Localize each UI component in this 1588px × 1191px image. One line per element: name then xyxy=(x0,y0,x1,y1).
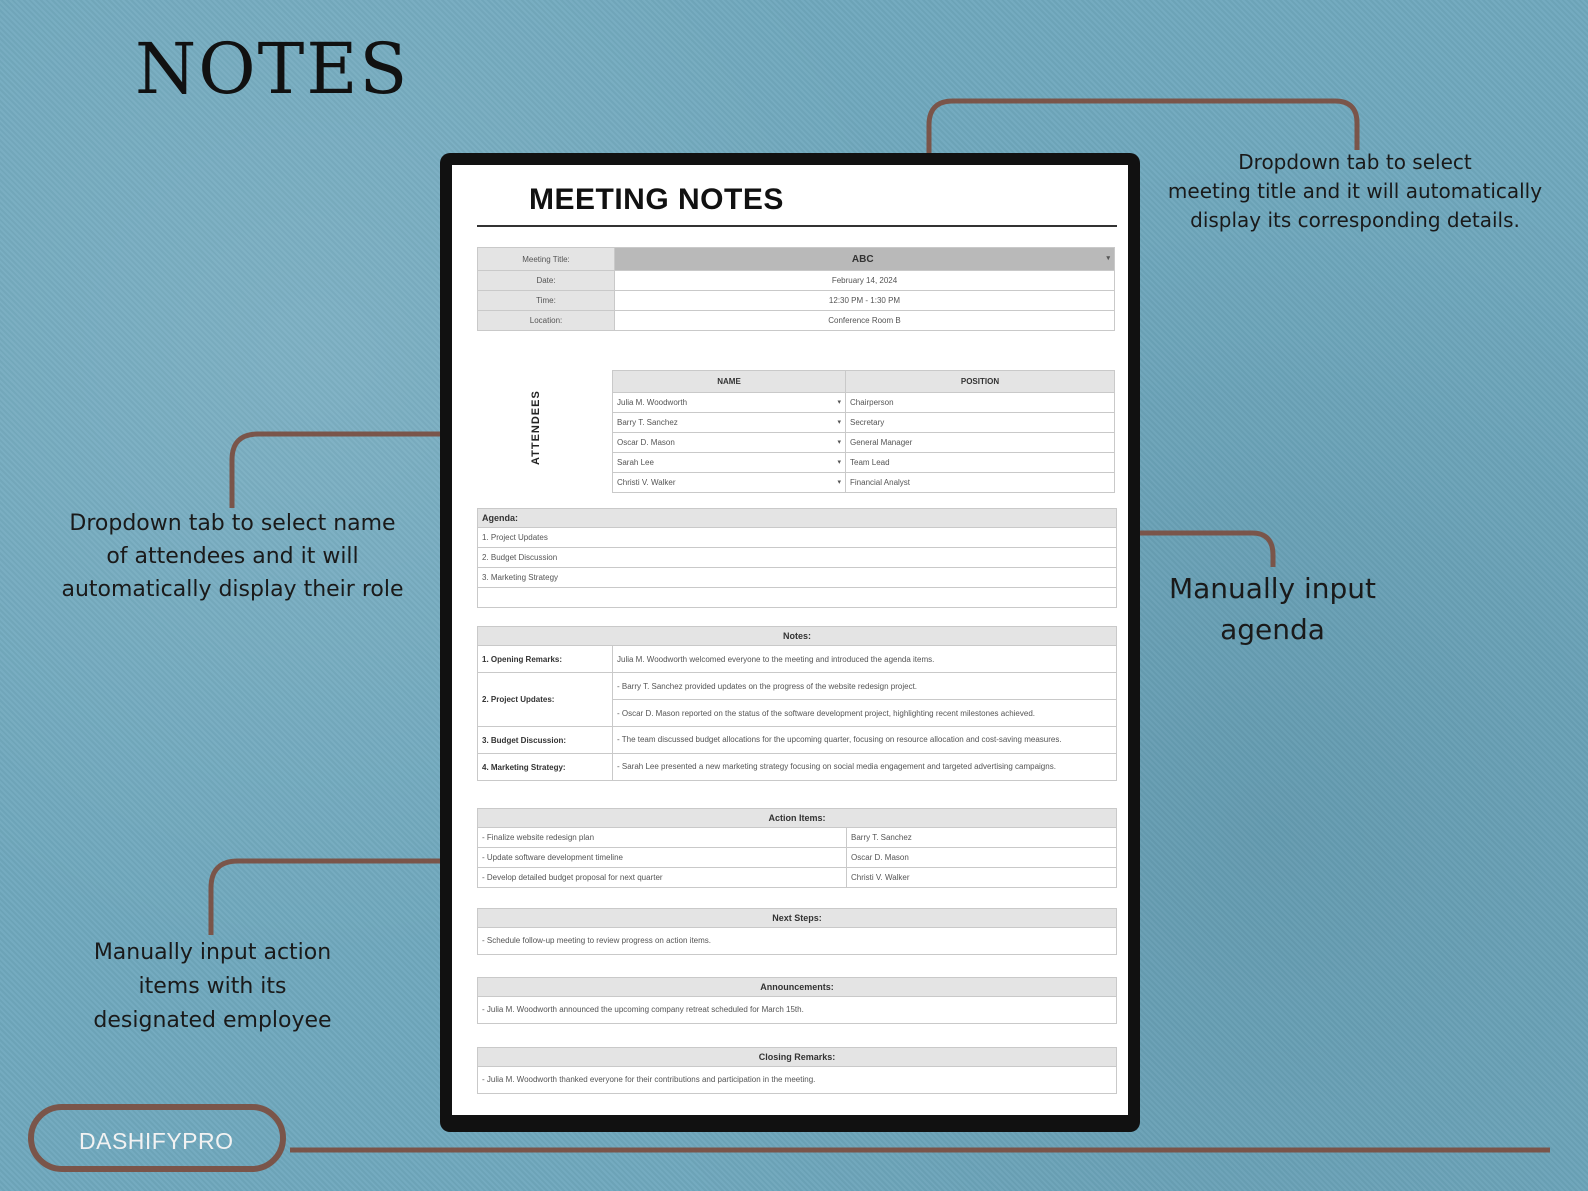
attendee-name-dropdown[interactable] xyxy=(613,453,846,473)
announcements-text[interactable]: - Julia M. Woodworth announced the upcoming company retreat scheduled for March 15th. xyxy=(478,996,1116,1023)
closing-remarks-section xyxy=(477,1047,1117,1094)
chevron-down-icon[interactable]: ▾ xyxy=(1106,254,1110,262)
attendee-position: Team Lead xyxy=(846,453,1115,473)
attendee-name-dropdown[interactable] xyxy=(613,433,846,453)
time-label: Time: xyxy=(478,291,615,311)
attendee-name-dropdown[interactable] xyxy=(613,473,846,493)
annotation-title-dropdown xyxy=(1140,148,1570,235)
chevron-down-icon[interactable]: ▾ xyxy=(837,459,841,466)
action-item-owner[interactable]: Barry T. Sanchez xyxy=(847,828,1117,848)
meeting-title-value: ABC xyxy=(851,253,874,265)
chevron-down-icon[interactable]: ▾ xyxy=(837,479,841,486)
brand-name: DASHIFYPRO xyxy=(79,1128,234,1154)
action-items-header: Action Items: xyxy=(478,809,1116,827)
action-items-section xyxy=(477,808,1117,888)
title-divider xyxy=(477,225,1117,227)
meeting-notes-sheet xyxy=(452,165,1128,1115)
annotation-line: display its corresponding details. xyxy=(1190,208,1520,232)
notes-text[interactable]: - Sarah Lee presented a new marketing strategy focusing on social media engagement and targeted advertising campaigns. xyxy=(613,754,1117,781)
attendee-position: Chairperson xyxy=(846,393,1115,413)
closing-remarks-header: Closing Remarks: xyxy=(478,1048,1116,1066)
notes-text[interactable]: - Oscar D. Mason reported on the status of the software development project, highlighting recent milestones achieved. xyxy=(613,700,1117,727)
annotation-line: designated employee xyxy=(93,1008,332,1033)
attendee-name: Oscar D. Mason xyxy=(617,438,675,447)
tablet-frame xyxy=(440,153,1140,1132)
notes-topic: 4. Marketing Strategy: xyxy=(478,754,613,781)
page-heading: NOTES xyxy=(135,28,410,110)
attendees-label: ATTENDEES xyxy=(530,390,542,465)
annotation-line: Dropdown tab to select name xyxy=(69,511,396,536)
next-steps-text[interactable]: - Schedule follow-up meeting to review progress on action items. xyxy=(478,927,1116,954)
location-label: Location: xyxy=(478,311,615,331)
annotation-line: Manually input action xyxy=(93,940,332,965)
attendee-row xyxy=(613,473,1115,493)
annotation-line: Manually input xyxy=(1168,572,1377,605)
notes-topic: 3. Budget Discussion: xyxy=(478,727,613,754)
annotation-agenda xyxy=(1130,568,1415,650)
action-item-task[interactable]: - Finalize website redesign plan xyxy=(478,828,847,848)
annotation-line: agenda xyxy=(1220,613,1325,646)
sheet-title: MEETING NOTES xyxy=(529,183,784,216)
attendee-name-dropdown[interactable] xyxy=(613,393,846,413)
action-item-owner[interactable]: Christi V. Walker xyxy=(847,868,1117,888)
attendee-row xyxy=(613,433,1115,453)
chevron-down-icon[interactable]: ▾ xyxy=(837,419,841,426)
action-item-owner[interactable]: Oscar D. Mason xyxy=(847,848,1117,868)
attendee-name: Sarah Lee xyxy=(617,458,654,467)
next-steps-section xyxy=(477,908,1117,955)
notes-header: Notes: xyxy=(478,627,1116,645)
attendee-row xyxy=(613,453,1115,473)
annotation-action-items xyxy=(55,936,370,1038)
attendee-name: Christi V. Walker xyxy=(617,478,676,487)
agenda-item[interactable]: 2. Budget Discussion xyxy=(478,547,1116,567)
meeting-title-label: Meeting Title: xyxy=(478,248,615,271)
agenda-item[interactable] xyxy=(478,587,1116,607)
date-value: February 14, 2024 xyxy=(615,271,1115,291)
attendees-position-header: POSITION xyxy=(846,371,1115,393)
time-value: 12:30 PM - 1:30 PM xyxy=(615,291,1115,311)
meeting-info-table xyxy=(477,247,1115,331)
attendees-table xyxy=(612,370,1115,493)
notes-text[interactable]: Julia M. Woodworth welcomed everyone to the meeting and introduced the agenda items. xyxy=(613,646,1117,673)
action-item-task[interactable]: - Develop detailed budget proposal for next quarter xyxy=(478,868,847,888)
notes-topic: 1. Opening Remarks: xyxy=(478,646,613,673)
attendee-row xyxy=(613,413,1115,433)
attendee-position: Financial Analyst xyxy=(846,473,1115,493)
attendee-name: Julia M. Woodworth xyxy=(617,398,688,407)
next-steps-header: Next Steps: xyxy=(478,909,1116,927)
annotation-line: Dropdown tab to select xyxy=(1238,150,1472,174)
attendees-name-header: NAME xyxy=(613,371,846,393)
action-item-task[interactable]: - Update software development timeline xyxy=(478,848,847,868)
attendee-position: General Manager xyxy=(846,433,1115,453)
annotation-attendee-dropdown xyxy=(30,507,435,606)
notes-section xyxy=(477,626,1117,781)
agenda-header: Agenda: xyxy=(478,509,1116,527)
chevron-down-icon[interactable]: ▾ xyxy=(837,439,841,446)
attendee-row xyxy=(613,393,1115,413)
agenda-section xyxy=(477,508,1117,608)
location-value: Conference Room B xyxy=(615,311,1115,331)
action-items-table xyxy=(478,827,1116,887)
annotation-line: automatically display their role xyxy=(61,577,404,602)
meeting-title-dropdown[interactable] xyxy=(615,248,1115,271)
notes-table xyxy=(478,645,1116,780)
annotation-line: items with its xyxy=(138,974,287,999)
agenda-item[interactable]: 3. Marketing Strategy xyxy=(478,567,1116,587)
attendee-position: Secretary xyxy=(846,413,1115,433)
notes-topic: 2. Project Updates: xyxy=(478,673,613,727)
agenda-item[interactable]: 1. Project Updates xyxy=(478,527,1116,547)
attendee-name: Barry T. Sanchez xyxy=(617,418,678,427)
date-label: Date: xyxy=(478,271,615,291)
annotation-line: of attendees and it will xyxy=(106,544,359,569)
notes-text[interactable]: - Barry T. Sanchez provided updates on the progress of the website redesign project. xyxy=(613,673,1117,700)
announcements-header: Announcements: xyxy=(478,978,1116,996)
brand-badge xyxy=(28,1104,286,1172)
closing-remarks-text[interactable]: - Julia M. Woodworth thanked everyone for their contributions and participation in the meeting. xyxy=(478,1066,1116,1093)
annotation-line: meeting title and it will automatically xyxy=(1167,179,1543,203)
announcements-section xyxy=(477,977,1117,1024)
notes-text[interactable]: - The team discussed budget allocations for the upcoming quarter, focusing on resource allocation and cost-saving measures. xyxy=(613,727,1117,754)
attendee-name-dropdown[interactable] xyxy=(613,413,846,433)
chevron-down-icon[interactable]: ▾ xyxy=(837,399,841,406)
